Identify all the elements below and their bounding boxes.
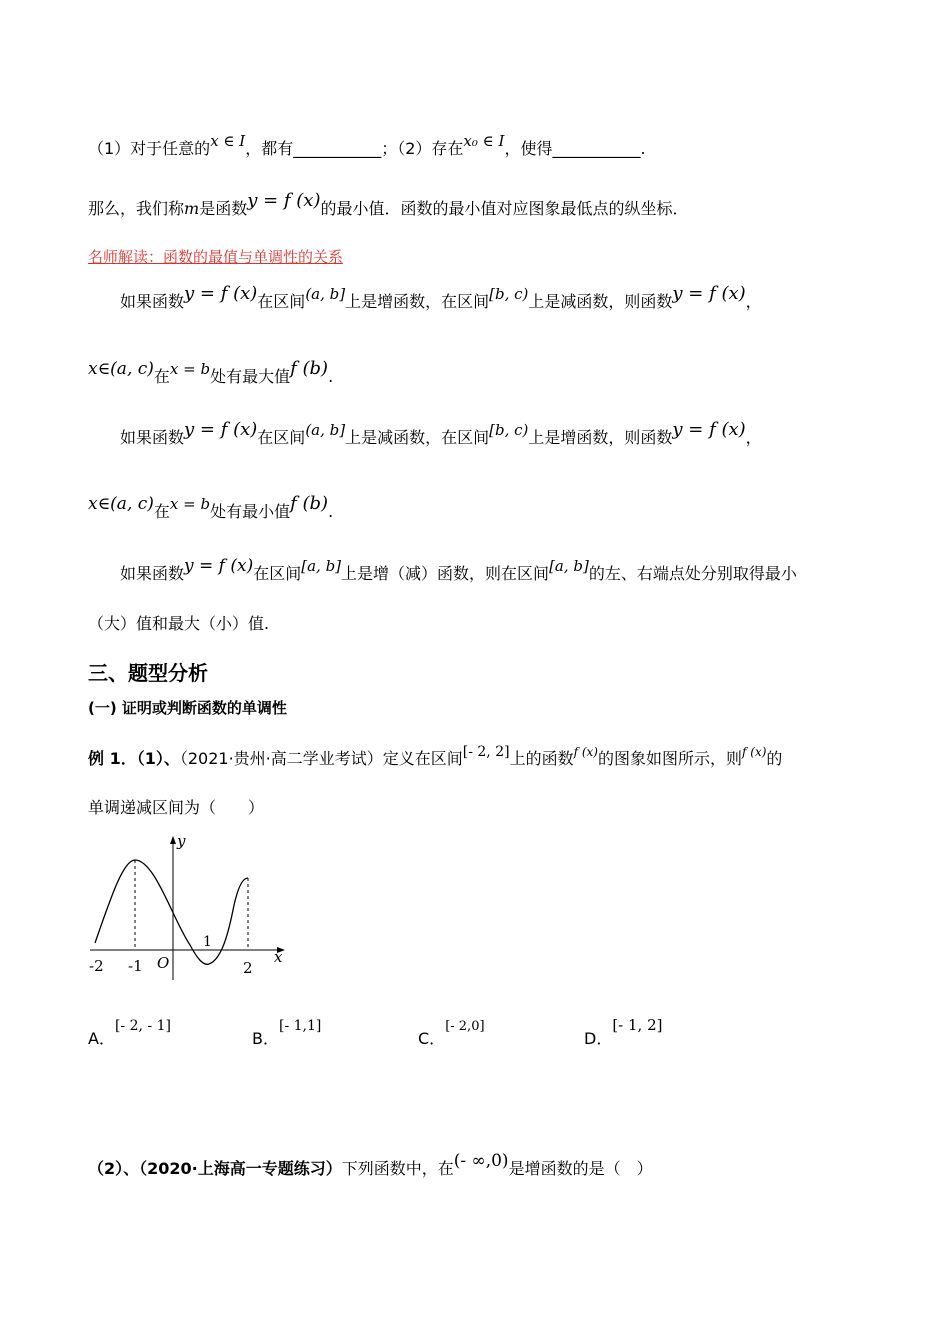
paragraph-min-cont: x∈(a, c)在x = b处有最小值f (b). bbox=[88, 493, 334, 521]
paragraph-endpoints-cont: （大）值和最大（小）值. bbox=[88, 614, 270, 633]
condition-line: （1）对于任意的x ∈ I，都有___________；（2）存在x₀ ∈ I，使得___________. bbox=[88, 132, 646, 158]
paragraph-endpoints: 如果函数y = f (x)在区间[a, b]上是增（减）函数，则在区间[a, b]的左、右端点处分别取得最小 bbox=[120, 556, 797, 583]
origin-label: O bbox=[157, 954, 170, 972]
paragraph-max-cont: x∈(a, c)在x = b处有最大值f (b). bbox=[88, 358, 334, 386]
function-curve bbox=[95, 860, 248, 964]
option-b[interactable]: B．[- 1,1] bbox=[252, 1018, 322, 1048]
paragraph-min: 如果函数y = f (x)在区间(a, b]上是减函数，在区间[b, c)上是增函数，则函数y = f (x)， bbox=[120, 419, 762, 447]
definition-line: 那么，我们称m是函数y = f (x)的最小值．函数的最小值对应图象最低点的纵坐标． bbox=[88, 190, 689, 218]
function-graph bbox=[85, 830, 295, 980]
y-label: y bbox=[177, 832, 186, 850]
paragraph-max: 如果函数y = f (x)在区间(a, b]上是增函数，在区间[b, c)上是减函数，则函数y = f (x)， bbox=[120, 283, 762, 311]
option-a[interactable]: A．[- 2, - 1] bbox=[88, 1018, 171, 1048]
tick-label-minus-1: -1 bbox=[128, 957, 143, 975]
tick-label-1: 1 bbox=[203, 934, 212, 950]
section-title: 三、题型分析 bbox=[88, 661, 208, 685]
example-1-question: 例 1．（1）、（2021·贵州·高二学业考试）定义在区间[- 2, 2]上的函数$^{f (x)}$的图象如图所示，则$^{f (x)}$的 bbox=[88, 744, 783, 768]
subsection-title: (一) 证明或判断函数的单调性 bbox=[88, 699, 287, 717]
y-axis-arrow bbox=[170, 836, 176, 844]
tick-label-minus-2: -2 bbox=[89, 957, 104, 975]
teacher-note: 名师解读：函数的最值与单调性的关系 bbox=[88, 248, 344, 266]
question-2: （2）、（2020·上海高一专题练习）下列函数中，在(- ∞,0)是增函数的是（ ） bbox=[88, 1151, 653, 1178]
tick-label-2: 2 bbox=[243, 959, 253, 977]
example-1-question-cont: 单调递减区间为（ ） bbox=[88, 798, 265, 817]
x-label: x bbox=[274, 948, 283, 966]
option-c[interactable]: C．[- 2,0] bbox=[418, 1019, 485, 1048]
option-d[interactable]: D．[- 1, 2] bbox=[584, 1016, 663, 1048]
